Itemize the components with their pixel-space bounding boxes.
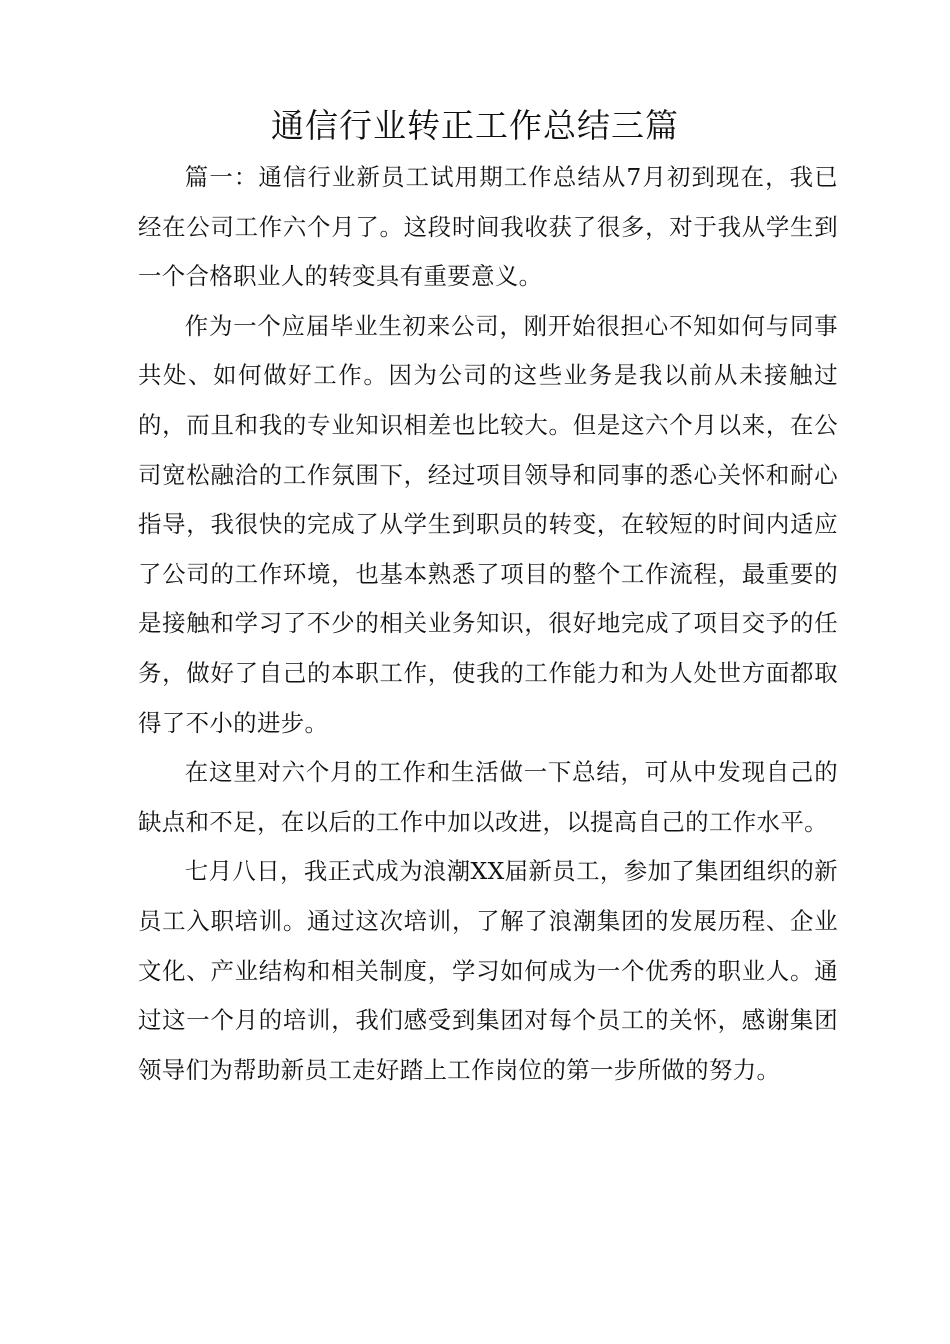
document-title: 通信行业转正工作总结三篇 bbox=[271, 106, 679, 145]
paragraph-3: 在这里对六个月的工作和生活做一下总结，可从中发现自己的缺点和不足，在以后的工作中加以改进，以提高自己的工作水平。 bbox=[138, 758, 838, 836]
paragraph-1: 篇一：通信行业新员工试用期工作总结从7月初到现在，我已经在公司工作六个月了。这段时间我收获了很多，对于我从学生到一个合格职业人的转变具有重要意义。 bbox=[138, 163, 838, 291]
document-body bbox=[138, 153, 838, 1095]
paragraph-2: 作为一个应届毕业生初来公司，刚开始很担心不知如何与同事共处、如何做好工作。因为公司的这些业务是我以前从未接触过的，而且和我的专业知识相差也比较大。但是这六个月以来，在公司宽松融洽的工作氛围下，经过项目领导和同事的悉心关怀和耐心指导，我很快的完成了从学生到职员的转变，在较短的时间内适应了公司的工作环境，也基本熟悉了项目的整个工作流程，最重要的是接触和学习了不少的相关业务知识，很好地完成了项目交予的任务，做好了自己的本职工作，使我的工作能力和为人处世方面都取得了不小的进步。 bbox=[138, 311, 838, 737]
paragraph-4: 七月八日，我正式成为浪潮XX届新员工，参加了集团组织的新员工入职培训。通过这次培训，了解了浪潮集团的发展历程、企业文化、产业结构和相关制度，学习如何成为一个优秀的职业人。通过这一个月的培训，我们感受到集团对每个员工的关怀，感谢集团领导们为帮助新员工走好踏上工作岗位的第一步所做的努力。 bbox=[138, 857, 838, 1084]
